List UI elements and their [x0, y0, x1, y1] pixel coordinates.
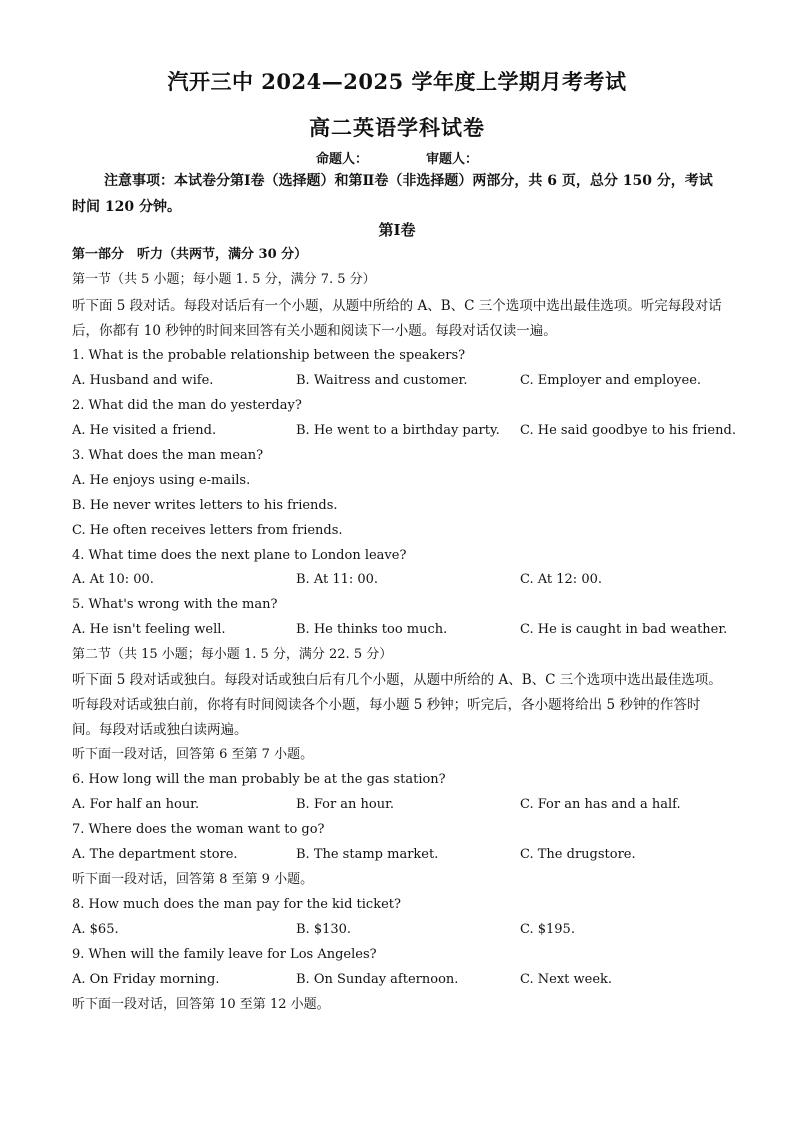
- q2-option-a: A. He visited a friend.: [72, 423, 217, 438]
- q4-option-c: C. At 12: 00.: [520, 572, 602, 587]
- q5-option-a: A. He isn't feeling well.: [72, 622, 226, 637]
- q8-option-a: A. $65.: [72, 922, 119, 937]
- prompt-q6-7: 听下面一段对话，回答第 6 至第 7 小题。: [72, 747, 314, 762]
- section2-title: 第二节（共 15 小题；每小题 1. 5 分，满分 22. 5 分）: [72, 647, 393, 662]
- question-2: 2. What did the man do yesterday?: [72, 398, 302, 413]
- notice-text: 注意事项：本试卷分第Ⅰ卷（选择题）和第Ⅱ卷（非选择题）两部分，共 6 页，总分 150 分，考试时间 120 分钟。: [72, 173, 713, 215]
- q1-option-a: A. Husband and wife.: [72, 373, 214, 388]
- q7-option-a: A. The department store.: [72, 847, 238, 862]
- q4-option-b: B. At 11: 00.: [296, 572, 379, 587]
- q9-option-c: C. Next week.: [520, 972, 613, 987]
- question-1: 1. What is the probable relationship between the speakers?: [72, 348, 466, 363]
- q3-option-b: B. He never writes letters to his friends.: [72, 498, 338, 513]
- question-7: 7. Where does the woman want to go?: [72, 822, 325, 837]
- exam-title: 汽开三中 2024—2025 学年度上学期月考考试: [167, 69, 627, 94]
- part1-title: 第一部分 听力（共两节，满分 30 分）: [72, 247, 308, 262]
- q3-option-c: C. He often receives letters from friends.: [72, 523, 343, 538]
- question-8: 8. How much does the man pay for the kid ticket?: [72, 897, 401, 912]
- question-3: 3. What does the man mean?: [72, 448, 264, 463]
- volume-heading: 第Ⅰ卷: [378, 221, 416, 239]
- q2-option-b: B. He went to a birthday party.: [296, 423, 500, 438]
- authors-line: [0, 148, 794, 167]
- section1-title: 第一节（共 5 小题；每小题 1. 5 分，满分 7. 5 分）: [72, 272, 376, 287]
- prompt-q10-12: 听下面一段对话，回答第 10 至第 12 小题。: [72, 997, 330, 1012]
- q6-option-a: A. For half an hour.: [72, 797, 200, 812]
- q6-option-c: C. For an has and a half.: [520, 797, 681, 812]
- question-6: 6. How long will the man probably be at the gas station?: [72, 772, 446, 787]
- q3-option-a: A. He enjoys using e-mails.: [72, 473, 251, 488]
- q1-option-c: C. Employer and employee.: [520, 373, 702, 388]
- q9-option-a: A. On Friday morning.: [72, 972, 220, 987]
- setter-label: 命题人：: [315, 152, 368, 167]
- q4-option-a: A. At 10: 00.: [72, 572, 154, 587]
- section2-instructions: 听下面 5 段对话或独白。每段对话或独白后有几个小题，从题中所给的 A、B、C 三个选项中选出最佳选项。听每段对话或独白前，你将有时间阅读各个小题，每小题 5 秒钟；听完后，各小题将给出 5 秒钟的作答时间。每段对话或独白读两遍。: [72, 672, 722, 738]
- q6-option-b: B. For an hour.: [296, 797, 395, 812]
- q5-option-c: C. He is caught in bad weather.: [520, 622, 728, 637]
- prompt-q8-9: 听下面一段对话，回答第 8 至第 9 小题。: [72, 872, 314, 887]
- q7-option-c: C. The drugstore.: [520, 847, 636, 862]
- q7-option-b: B. The stamp market.: [296, 847, 439, 862]
- q8-option-b: B. $130.: [296, 922, 352, 937]
- section1-instructions: 听下面 5 段对话。每段对话后有一个小题，从题中所给的 A、B、C 三个选项中选出最佳选项。听完每段对话后，你都有 10 秒钟的时间来回答有关小题和阅读下一小题。每段对话仅读一遍。: [72, 298, 722, 339]
- question-4: 4. What time does the next plane to London leave?: [72, 548, 407, 563]
- q1-option-b: B. Waitress and customer.: [296, 373, 468, 388]
- exam-subtitle: 高二英语学科试卷: [309, 115, 485, 140]
- reviewer-label: 审题人：: [426, 152, 479, 167]
- q5-option-b: B. He thinks too much.: [296, 622, 448, 637]
- q8-option-c: C. $195.: [520, 922, 575, 937]
- question-9: 9. When will the family leave for Los Angeles?: [72, 947, 377, 962]
- q2-option-c: C. He said goodbye to his friend.: [520, 423, 736, 438]
- q9-option-b: B. On Sunday afternoon.: [296, 972, 459, 987]
- question-5: 5. What's wrong with the man?: [72, 597, 278, 612]
